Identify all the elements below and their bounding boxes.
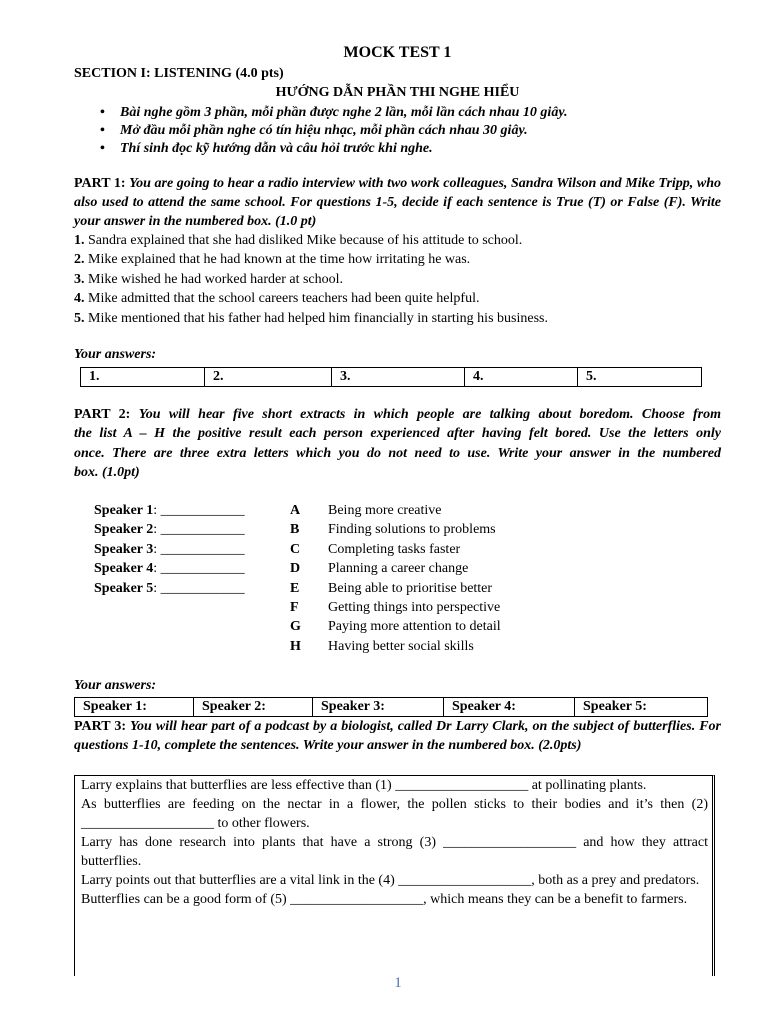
part2-instruction-line xyxy=(74,405,721,424)
answer-cell[interactable]: Speaker 3: xyxy=(313,698,444,717)
part3-label: PART 3: xyxy=(74,719,127,734)
speaker-label: Speaker 2 xyxy=(94,522,154,538)
part3-instruction xyxy=(74,717,721,756)
speaker-blank[interactable]: : ____________ xyxy=(153,522,245,538)
part3-sentence-box xyxy=(74,775,715,976)
option-letter: F xyxy=(290,599,299,615)
speaker-label: Speaker 1 xyxy=(94,503,154,518)
option-item xyxy=(290,598,501,617)
speaker-blank[interactable]: : ____________ xyxy=(153,541,245,557)
part2-instruction-line: box. (1.0pt) xyxy=(74,464,140,480)
part1-answer-table xyxy=(80,367,702,387)
option-item xyxy=(290,637,501,656)
speaker-list xyxy=(94,501,245,598)
answer-cell[interactable]: 1. xyxy=(81,368,205,387)
option-letter: G xyxy=(290,619,301,635)
answer-cell[interactable]: Speaker 4: xyxy=(444,698,575,717)
section-heading: SECTION I: LISTENING (4.0 pts) xyxy=(74,66,284,81)
speaker-item xyxy=(94,501,245,520)
part1-instruction xyxy=(74,174,721,231)
speaker-label: Speaker 3 xyxy=(94,541,154,557)
question-text: Mike explained that he had known at the time how irritating he was. xyxy=(88,252,471,268)
page-number: 1 xyxy=(394,975,402,991)
option-text: Having better social skills xyxy=(328,638,474,654)
part3-instruction-text: You will hear part of a podcast by a biologist, called Dr Larry Clark, on the subject of butterflies. For questions 1-10, complete the sentences. Write your answer in the numbered box. (2.0pts) xyxy=(74,719,721,754)
option-text: Being able to prioritise better xyxy=(328,580,493,596)
instruction-item: • Thí sinh đọc kỹ hướng dẫn và câu hỏi trước khi nghe. xyxy=(120,140,568,158)
option-item xyxy=(290,579,501,598)
option-letter: H xyxy=(290,638,301,654)
option-letter: B xyxy=(290,522,300,538)
option-letter: E xyxy=(290,580,300,596)
question-text: Mike wished he had worked harder at school. xyxy=(88,271,344,287)
speaker-item xyxy=(94,559,245,578)
question-item xyxy=(74,309,548,328)
speaker-item xyxy=(94,540,245,559)
question-item xyxy=(74,270,548,289)
instruction-item: • Mở đầu mỗi phần nghe có tín hiệu nhạc, mỗi phần cách nhau 30 giây. xyxy=(120,122,568,140)
answer-cell[interactable]: Speaker 5: xyxy=(575,698,708,717)
options-list xyxy=(290,501,501,656)
speaker-item xyxy=(94,520,245,539)
question-text: Mike admitted that the school careers teachers had been quite helpful. xyxy=(88,291,480,307)
speaker-item xyxy=(94,579,245,598)
instruction-item: • Bài nghe gồm 3 phần, mỗi phần được nghe 2 lần, mỗi lần cách nhau 10 giây. xyxy=(120,104,568,122)
part2-instruction-line: once. There are three extra letters which you do not need to use. Write your answer in the numbered xyxy=(74,445,721,461)
option-letter: A xyxy=(290,503,301,518)
part2-instruction-line: the list A – H the positive result each person experienced after having felt bored. Use the letters only xyxy=(74,426,721,442)
question-number: 2. xyxy=(74,252,85,268)
part2-label: PART 2: xyxy=(74,407,131,422)
sentence-item: Butterflies can be a good form of (5) ___________________, which means they can be a benefit to farmers. xyxy=(81,892,688,907)
speaker-blank[interactable]: : ____________ xyxy=(153,503,245,518)
speaker-blank[interactable]: : ____________ xyxy=(153,580,245,596)
part2-instruction-text: You will hear five short extracts in which people are talking about boredom. Choose from xyxy=(138,407,721,422)
option-text: Finding solutions to problems xyxy=(328,522,496,538)
sentence-item: Larry explains that butterflies are less effective than (1) ___________________ at pollinating plants. xyxy=(81,778,647,793)
option-text: Paying more attention to detail xyxy=(328,619,501,635)
option-text: Completing tasks faster xyxy=(328,541,461,557)
option-text: Planning a career change xyxy=(328,561,469,577)
speaker-label: Speaker 5 xyxy=(94,580,154,596)
option-item xyxy=(290,540,501,559)
sentence-item: Larry points out that butterflies are a vital link in the (4) ___________________, both as a prey and predators. xyxy=(81,873,700,888)
instructions-list xyxy=(120,104,568,158)
sentence-item: As butterflies are feeding on the nectar in a flower, the pollen sticks to their bodies and it’s then (2) ___________________ to other flowers. xyxy=(81,797,708,831)
part1-questions xyxy=(74,231,548,328)
option-letter: D xyxy=(290,561,301,577)
answer-cell[interactable]: 5. xyxy=(578,368,702,387)
part1-label: PART 1: xyxy=(74,176,126,191)
question-number: 5. xyxy=(74,310,85,326)
answer-cell[interactable]: 4. xyxy=(465,368,578,387)
option-item xyxy=(290,520,501,539)
answer-cell[interactable]: 2. xyxy=(205,368,332,387)
part1-answers-label: Your answers: xyxy=(74,347,157,362)
part2-answer-table xyxy=(74,697,708,717)
option-text: Getting things into perspective xyxy=(328,599,501,615)
part1-instruction-text: You are going to hear a radio interview with two work colleagues, Sandra Wilson and Mike Tripp, who also used to attend the same school. For questions 1-5, decide if each sentence is True (T) or False (F). Write your answer in the numbered box. (1.0 pt) xyxy=(74,176,721,229)
part2-instruction xyxy=(74,405,721,482)
option-item xyxy=(290,559,501,578)
question-number: 4. xyxy=(74,291,85,307)
option-item xyxy=(290,617,501,636)
option-item xyxy=(290,501,501,520)
question-number: 1. xyxy=(74,233,85,248)
sentence-item: Larry has done research into plants that have a strong (3) ___________________ and how they attract butterflies. xyxy=(81,835,708,869)
answer-cell[interactable]: 3. xyxy=(332,368,465,387)
question-text: Sandra explained that she had disliked Mike because of his attitude to school. xyxy=(88,233,523,248)
speaker-label: Speaker 4 xyxy=(94,561,154,577)
question-item xyxy=(74,289,548,308)
question-number: 3. xyxy=(74,271,85,287)
answer-cell[interactable]: Speaker 2: xyxy=(194,698,313,717)
option-letter: C xyxy=(290,541,301,557)
speaker-blank[interactable]: : ____________ xyxy=(153,561,245,577)
answer-cell[interactable]: Speaker 1: xyxy=(75,698,194,717)
option-text: Being more creative xyxy=(328,503,442,518)
question-text: Mike mentioned that his father had helped him financially in starting his business. xyxy=(88,310,548,326)
question-item xyxy=(74,231,548,250)
question-item xyxy=(74,250,548,269)
part2-answers-label: Your answers: xyxy=(74,678,157,693)
page-title: MOCK TEST 1 xyxy=(343,44,452,61)
instructions-heading: HƯỚNG DẪN PHẦN THI NGHE HIỂU xyxy=(275,85,520,100)
